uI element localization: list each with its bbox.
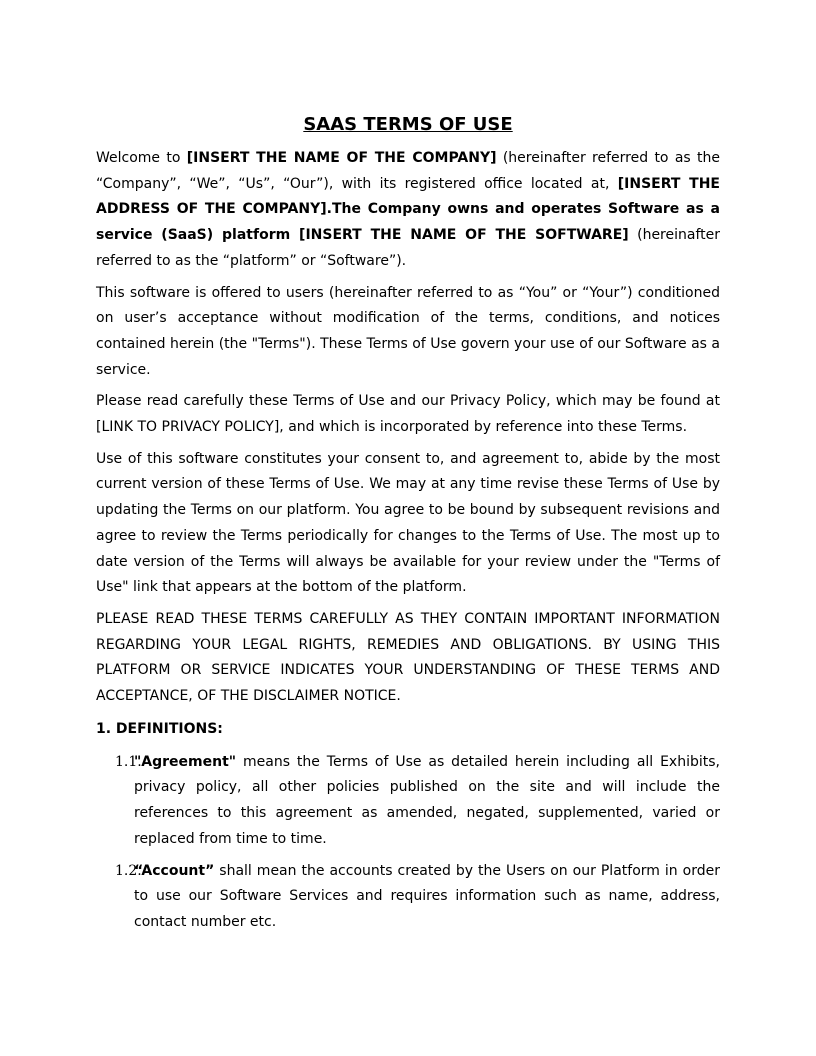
document-title: SAAS TERMS OF USE (303, 114, 513, 135)
intro-text-a: Welcome to (96, 150, 187, 166)
offer-paragraph: This software is offered to users (hereinafter referred to as “You” or “Your”) conditioned on user’s acceptance without modification of the terms, conditions, and notices contained herein (the "Terms"). These Terms of Use govern your use of our Software as a service. (96, 284, 720, 378)
definition-number: 1.1. (115, 753, 142, 770)
document-page (96, 112, 720, 942)
definition-number: 1.2. (115, 862, 142, 879)
intro-text-e: (hereinafter referred to as the “platform” or “Software”). (96, 227, 720, 269)
definition-term: “Account” (134, 862, 215, 879)
company-address-placeholder: [INSERT THE ADDRESS OF THE COMPANY].The Company owns and operates Software as a service (SaaS) platform [INSERT THE NAME OF THE SOFTWARE] (96, 175, 720, 244)
intro-text-c: (hereinafter referred to as the “Company”, “We”, “Us”, “Our”), with its registered office located at, (96, 150, 720, 192)
definitions-heading: 1. DEFINITIONS: (96, 720, 223, 737)
intro-paragraph (96, 146, 720, 275)
definition-text: means the Terms of Use as detailed herein including all Exhibits, privacy policy, all other policies published on the site and will include the references to this agreement as amended, negated, supplemented, varied or replaced from time to time. (134, 753, 720, 847)
company-name-placeholder: [INSERT THE NAME OF THE COMPANY] (186, 150, 497, 166)
definition-item (96, 859, 720, 936)
warning-paragraph: PLEASE READ THESE TERMS CAREFULLY AS THEY CONTAIN IMPORTANT INFORMATION REGARDING YOUR LEGAL RIGHTS, REMEDIES AND OBLIGATIONS. BY USING THIS PLATFORM OR SERVICE INDICATES YOUR UNDERSTANDING OF THESE TERMS AND ACCEPTANCE, OF THE DISCLAIMER NOTICE. (96, 610, 720, 705)
definition-term: "Agreement" (134, 753, 237, 770)
privacy-paragraph: Please read carefully these Terms of Use and our Privacy Policy, which may be found at [LINK TO PRIVACY POLICY], and which is incorporated by reference into these Terms. (96, 393, 720, 436)
definition-text: shall mean the accounts created by the Users on our Platform in order to use our Software Services and requires information such as name, address, contact number etc. (134, 862, 720, 930)
consent-paragraph: Use of this software constitutes your consent to, and agreement to, abide by the most current version of these Terms of Use. We may at any time revise these Terms of Use by updating the Terms on our platform. You agree to be bound by subsequent revisions and agree to review the Terms periodically for changes to the Terms of Use. The most up to date version of the Terms will always be available for your review under the "Terms of Use" link that appears at the bottom of the platform. (96, 450, 720, 596)
definition-item (96, 750, 720, 853)
